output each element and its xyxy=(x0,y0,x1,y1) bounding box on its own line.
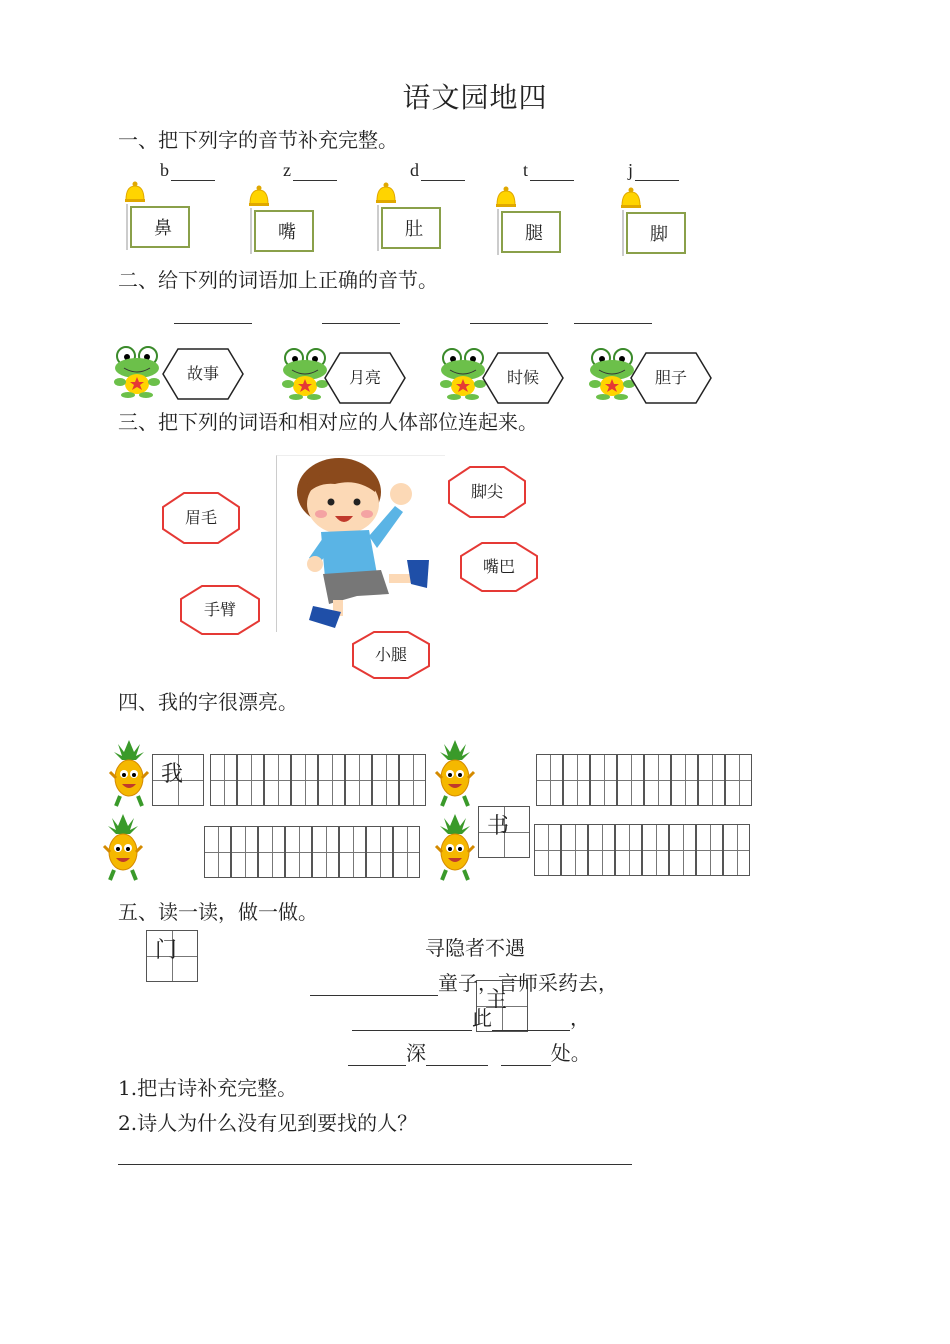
poem-line-3-end: 处。 xyxy=(550,1041,591,1065)
bell-icon xyxy=(373,181,397,205)
question-2: 2.诗人为什么没有见到要找的人？ xyxy=(118,1111,418,1135)
writing-cell[interactable] xyxy=(563,754,590,806)
writing-cell[interactable] xyxy=(204,826,231,878)
example-char: 书 xyxy=(487,814,510,839)
writing-cell[interactable] xyxy=(671,754,698,806)
pinyin-item xyxy=(283,160,337,181)
poem-line-2 xyxy=(352,1002,590,1031)
section3-heading: 三、把下列的词语和相对应的人体部位连起来。 xyxy=(118,410,538,434)
poem-line-3-text: 深 xyxy=(406,1041,426,1065)
writing-grid xyxy=(536,754,752,806)
word-octagon-arm[interactable] xyxy=(180,585,260,635)
hexagon-word: 月亮 xyxy=(348,368,381,387)
poem-line-2-text: 此 xyxy=(472,1006,492,1030)
pinyin-item xyxy=(628,160,679,181)
writing-cell[interactable] xyxy=(264,754,291,806)
writing-cell[interactable] xyxy=(561,824,588,876)
pineapple-icon xyxy=(100,812,146,882)
pinyin-blank[interactable] xyxy=(530,162,574,181)
writing-cell[interactable] xyxy=(345,754,372,806)
poem-line-1-text: 童子，言师采药去， xyxy=(438,971,618,995)
example-char-box xyxy=(478,806,530,858)
example-char: 我 xyxy=(161,762,184,787)
pinyin-blank[interactable] xyxy=(293,162,337,181)
question-1: 1.把古诗补充完整。 xyxy=(118,1076,298,1100)
writing-cell[interactable] xyxy=(285,826,312,878)
page-title: 语文园地四 xyxy=(402,81,548,114)
writing-cell[interactable] xyxy=(210,754,237,806)
writing-cell[interactable] xyxy=(536,754,563,806)
pinyin-blank[interactable] xyxy=(635,162,679,181)
pinyin-item xyxy=(523,160,574,181)
writing-cell[interactable] xyxy=(399,754,426,806)
example-char: 主 xyxy=(485,988,508,1013)
octagon-word: 眉毛 xyxy=(184,508,217,527)
pineapple-icon xyxy=(106,738,152,808)
pinyin-answer-line[interactable] xyxy=(322,322,400,324)
bell-icon xyxy=(618,186,642,210)
poem-title: 寻隐者不遇 xyxy=(425,936,525,960)
writing-cell[interactable] xyxy=(725,754,752,806)
word-hexagon xyxy=(324,352,406,404)
section1-heading: 一、把下列字的音节补充完整。 xyxy=(118,128,398,152)
poem-blank[interactable] xyxy=(310,975,438,996)
writing-cell[interactable] xyxy=(237,754,264,806)
writing-grid xyxy=(210,754,426,806)
word-octagon-mouth[interactable] xyxy=(460,542,538,592)
pinyin-blank[interactable] xyxy=(171,162,215,181)
writing-cell[interactable] xyxy=(696,824,723,876)
section2-heading: 二、给下列的词语加上正确的音节。 xyxy=(118,268,438,292)
hexagon-word: 时候 xyxy=(506,368,539,387)
writing-cell[interactable] xyxy=(644,754,671,806)
writing-cell[interactable] xyxy=(588,824,615,876)
writing-cell[interactable] xyxy=(291,754,318,806)
bell-icon xyxy=(493,185,517,209)
writing-cell[interactable] xyxy=(617,754,644,806)
writing-cell[interactable] xyxy=(318,754,345,806)
pinyin-initial: d xyxy=(410,160,419,180)
boy-illustration xyxy=(276,455,445,632)
pinyin-initial: j xyxy=(628,160,634,180)
section4-heading: 四、我的字很漂亮。 xyxy=(118,690,298,714)
writing-cell[interactable] xyxy=(698,754,725,806)
pinyin-blank[interactable] xyxy=(421,162,465,181)
writing-cell[interactable] xyxy=(372,754,399,806)
char-box: 脚 xyxy=(626,212,686,254)
word-octagon-toe[interactable] xyxy=(448,466,526,518)
char-box: 腿 xyxy=(501,211,561,253)
word-octagon-eyebrow[interactable] xyxy=(162,492,240,544)
octagon-word: 手臂 xyxy=(203,600,236,619)
writing-cell[interactable] xyxy=(615,824,642,876)
word-hexagon xyxy=(482,352,564,404)
pinyin-answer-line[interactable] xyxy=(470,322,548,324)
octagon-word: 脚尖 xyxy=(470,482,503,501)
example-char-box xyxy=(152,754,204,806)
writing-cell[interactable] xyxy=(339,826,366,878)
writing-cell[interactable] xyxy=(723,824,750,876)
frog-icon xyxy=(110,346,164,396)
poem-blank[interactable] xyxy=(352,1010,472,1031)
word-hexagon xyxy=(162,348,244,400)
pinyin-answer-line[interactable] xyxy=(574,322,652,324)
poem-blank[interactable] xyxy=(426,1045,488,1066)
pinyin-item xyxy=(410,160,465,181)
writing-cell[interactable] xyxy=(590,754,617,806)
char-box: 鼻 xyxy=(130,206,190,248)
bell-icon xyxy=(246,184,270,208)
octagon-word: 嘴巴 xyxy=(482,557,515,576)
pineapple-icon xyxy=(432,812,478,882)
example-char: 门 xyxy=(155,938,178,963)
pinyin-initial: b xyxy=(160,160,169,180)
writing-cell[interactable] xyxy=(231,826,258,878)
writing-cell[interactable] xyxy=(393,826,420,878)
section5-heading: 五、读一读，做一做。 xyxy=(118,900,318,924)
word-hexagon xyxy=(630,352,712,404)
hexagon-word: 胆子 xyxy=(654,368,687,387)
writing-cell[interactable] xyxy=(258,826,285,878)
hexagon-word: 故事 xyxy=(186,364,219,383)
word-octagon-calf[interactable] xyxy=(352,631,430,679)
char-box: 肚 xyxy=(381,207,441,249)
writing-cell[interactable] xyxy=(642,824,669,876)
octagon-word: 小腿 xyxy=(374,645,407,664)
answer-line[interactable] xyxy=(118,1163,632,1165)
writing-cell[interactable] xyxy=(312,826,339,878)
bell-icon xyxy=(122,180,146,204)
writing-cell[interactable] xyxy=(366,826,393,878)
pinyin-initial: t xyxy=(523,160,529,180)
writing-cell[interactable] xyxy=(534,824,561,876)
pinyin-answer-line[interactable] xyxy=(174,322,252,324)
pinyin-initial: z xyxy=(283,160,291,180)
writing-cell[interactable] xyxy=(669,824,696,876)
pineapple-icon xyxy=(432,738,478,808)
poem-line-1 xyxy=(310,967,618,996)
writing-grid xyxy=(204,826,420,878)
poem-line-2-punct: ， xyxy=(570,1006,590,1030)
pinyin-item xyxy=(160,160,215,181)
poem-blank[interactable] xyxy=(501,1045,551,1066)
char-box: 嘴 xyxy=(254,210,314,252)
writing-grid xyxy=(534,824,750,876)
poem-blank[interactable] xyxy=(348,1045,406,1066)
poem-line-3 xyxy=(348,1037,591,1066)
